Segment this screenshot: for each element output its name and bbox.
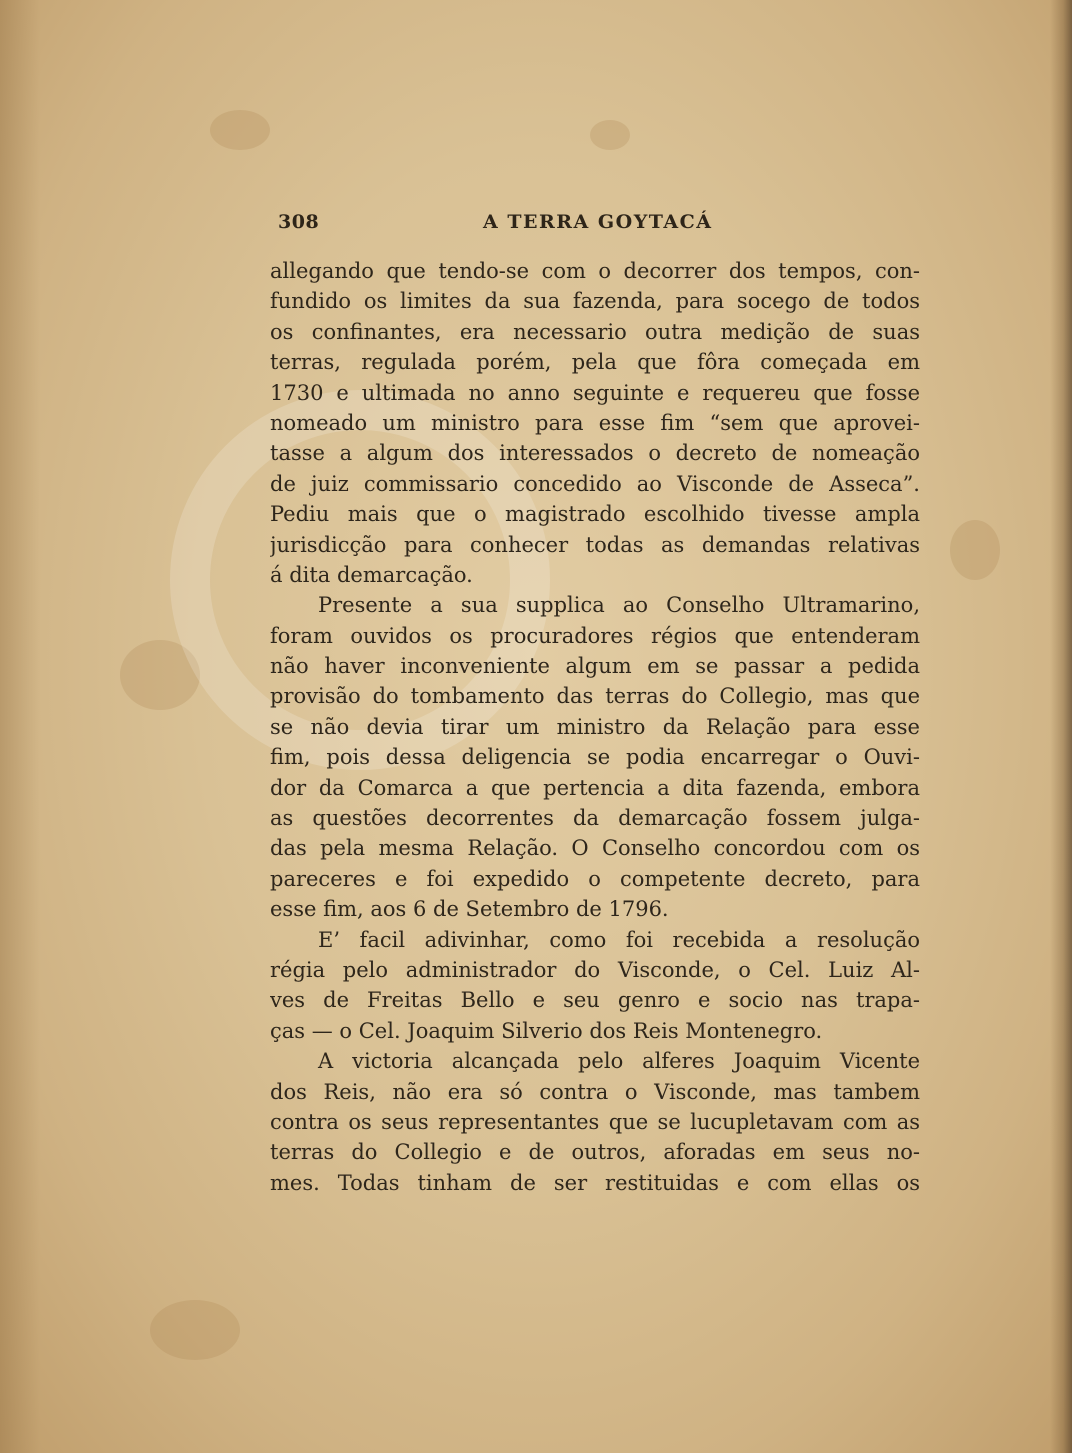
text-line: á dita demarcação. <box>270 562 473 587</box>
text-line: provisão do tombamento das terras do Collegio, mas que <box>270 684 920 709</box>
text-line: de juiz commissario concedido ao Visconde de Asseca”. <box>270 471 920 496</box>
text-line: régia pelo administrador do Visconde, o Cel. Luiz Al- <box>270 957 920 982</box>
text-line: pareceres e foi expedido o competente decreto, para <box>270 866 920 891</box>
running-title: A TERRA GOYTACÁ <box>483 211 713 233</box>
text-line: se não devia tirar um ministro da Relação para esse <box>270 714 920 739</box>
text-line: terras do Collegio e de outros, aforadas em seus no- <box>270 1140 920 1165</box>
text-line: E’ facil adivinhar, como foi recebida a resolução <box>318 927 920 952</box>
text-line: dor da Comarca a que pertencia a dita fazenda, embora <box>270 775 920 800</box>
text-line: das pela mesma Relação. O Conselho concordou com os <box>270 836 920 861</box>
text-line: Presente a sua supplica ao Conselho Ultramarino, <box>318 593 920 618</box>
text-line: tasse a algum dos interessados o decreto de nomeação <box>270 441 920 466</box>
text-line: os confinantes, era necessario outra medição de suas <box>270 319 920 344</box>
page-number: 308 <box>278 211 320 233</box>
text-line: fim, pois dessa deligencia se podia encarregar o Ouvi- <box>270 745 920 770</box>
text-line: mes. Todas tinham de ser restituidas e com ellas os <box>270 1170 920 1195</box>
paragraph <box>270 925 920 1047</box>
text-line: contra os seus representantes que se lucupletavam com as <box>270 1109 920 1134</box>
text-line: as questões decorrentes da demarcação fossem julga- <box>270 806 920 831</box>
text-line: terras, regulada porém, pela que fôra começada em <box>270 350 920 375</box>
body-text <box>270 256 920 1198</box>
text-line: 1730 e ultimada no anno seguinte e requereu que fosse <box>270 380 920 405</box>
text-line: A victoria alcançada pelo alferes Joaquim Vicente <box>318 1049 920 1074</box>
paragraph <box>270 1046 920 1198</box>
text-line: nomeado um ministro para esse fim “sem que aprovei- <box>270 410 920 435</box>
paragraph <box>270 256 920 590</box>
page-right-edge <box>1050 0 1072 1453</box>
text-line: ças — o Cel. Joaquim Silverio dos Reis Montenegro. <box>270 1018 823 1043</box>
text-line: esse fim, aos 6 de Setembro de 1796. <box>270 897 669 922</box>
page-left-shadow <box>0 0 40 1453</box>
paragraph <box>270 590 920 924</box>
text-line: não haver inconveniente algum em se passar a pedida <box>270 654 920 679</box>
text-line: jurisdicção para conhecer todas as demandas relativas <box>270 532 920 557</box>
paper-stain <box>210 110 270 150</box>
text-line: Pediu mais que o magistrado escolhido tivesse ampla <box>270 502 920 527</box>
paper-stain <box>950 520 1000 580</box>
text-line: ves de Freitas Bello e seu genro e socio nas trapa- <box>270 988 920 1013</box>
text-line: fundido os limites da sua fazenda, para socego de todos <box>270 289 920 314</box>
text-line: foram ouvidos os procuradores régios que entenderam <box>270 623 920 648</box>
paper-stain <box>150 1300 240 1360</box>
page-header <box>278 205 918 239</box>
text-line: allegando que tendo-se com o decorrer dos tempos, con- <box>270 259 920 283</box>
text-line: dos Reis, não era só contra o Visconde, mas tambem <box>270 1079 920 1104</box>
paper-stain <box>590 120 630 150</box>
